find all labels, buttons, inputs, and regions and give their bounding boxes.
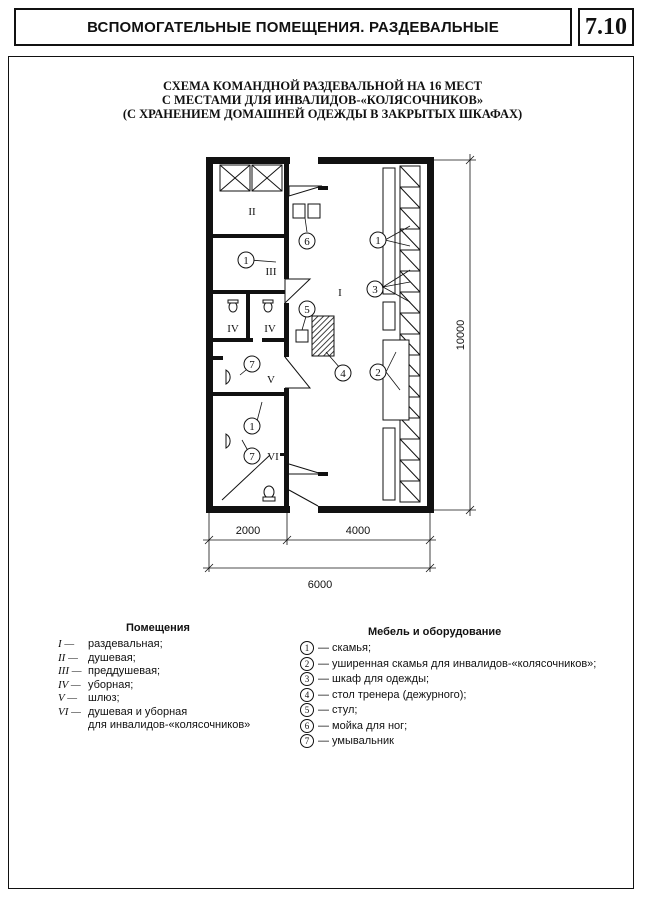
marker-washbasin-airlock: 7 <box>249 359 255 371</box>
scheme-title-line-3: (С ХРАНЕНИЕМ ДОМАШНЕЙ ОДЕЖДЫ В ЗАКРЫТЫХ ШКАФАХ) <box>122 107 523 121</box>
marker-coach-table: 4 <box>340 368 346 380</box>
marker-washbasin-accessible: 7 <box>249 451 255 463</box>
locker-row <box>400 166 420 502</box>
dim-2000: 2000 <box>235 525 261 537</box>
marker-wide-bench: 2 <box>375 367 381 379</box>
marker-chair: 5 <box>304 304 310 316</box>
room-label-III: III <box>265 266 277 278</box>
legend-furniture-item: 5 — стул; <box>300 703 620 719</box>
scheme-title-line-2: С МЕСТАМИ ДЛЯ ИНВАЛИДОВ-«КОЛЯСОЧНИКОВ» <box>161 93 484 107</box>
room-label-V: V <box>267 374 275 386</box>
dim-4000: 4000 <box>345 525 371 537</box>
shower-cubicles <box>220 165 282 191</box>
scheme-title-line-1: СХЕМА КОМАНДНОЙ РАЗДЕВАЛЬНОЙ НА 16 МЕСТ <box>163 79 482 93</box>
legend-furniture-item: 2 — уширенная скамья для инвалидов-«колясочников»; <box>300 657 620 673</box>
marker-bench-preshower: 1 <box>243 255 249 267</box>
legend-furniture-item: 4 — стол тренера (дежурного); <box>300 688 620 704</box>
legend-room-item-continuation: для инвалидов-«колясочников» <box>88 719 251 731</box>
legend-room-item: IV — уборная; <box>58 678 134 691</box>
section-number: 7.10 <box>578 8 634 46</box>
legend-rooms-heading: Помещения <box>126 622 190 634</box>
legend-room-item: III — преддушевая; <box>58 665 161 677</box>
legend-furniture-item: 1 — скамья; <box>300 641 620 657</box>
marker-bench-accessible: 1 <box>249 421 255 433</box>
room-label-II: II <box>248 206 256 218</box>
dim-10000: 10000 <box>455 319 467 351</box>
legend-room-item: VI — душевая и уборная <box>58 705 188 718</box>
room-label-VI: VI <box>267 451 279 463</box>
coach-table <box>312 316 334 356</box>
legend-rooms <box>58 638 288 733</box>
marker-bench: 1 <box>375 235 381 247</box>
dim-6000: 6000 <box>307 579 333 591</box>
legend-furniture <box>300 641 620 750</box>
marker-locker: 3 <box>372 284 378 296</box>
legend-room-item: V — шлюз; <box>58 692 120 704</box>
legend-furniture-heading: Мебель и оборудование <box>368 626 502 638</box>
marker-foot-wash: 6 <box>304 236 310 248</box>
foot-wash <box>293 204 320 218</box>
legend-furniture-item: 7 — умывальник <box>300 734 620 750</box>
legend-room-item: II — душевая; <box>58 651 136 664</box>
legend-furniture-item: 6 — мойка для ног; <box>300 719 620 735</box>
chair <box>296 330 308 342</box>
section-title: ВСПОМОГАТЕЛЬНЫЕ ПОМЕЩЕНИЯ. РАЗДЕВАЛЬНЫЕ <box>14 8 572 46</box>
room-label-IV-b: IV <box>264 323 276 335</box>
room-label-IV-a: IV <box>227 323 239 335</box>
legend-room-item: I — раздевальная; <box>58 638 163 650</box>
room-label-I: I <box>338 287 342 299</box>
legend-furniture-item: 3 — шкаф для одежды; <box>300 672 620 688</box>
